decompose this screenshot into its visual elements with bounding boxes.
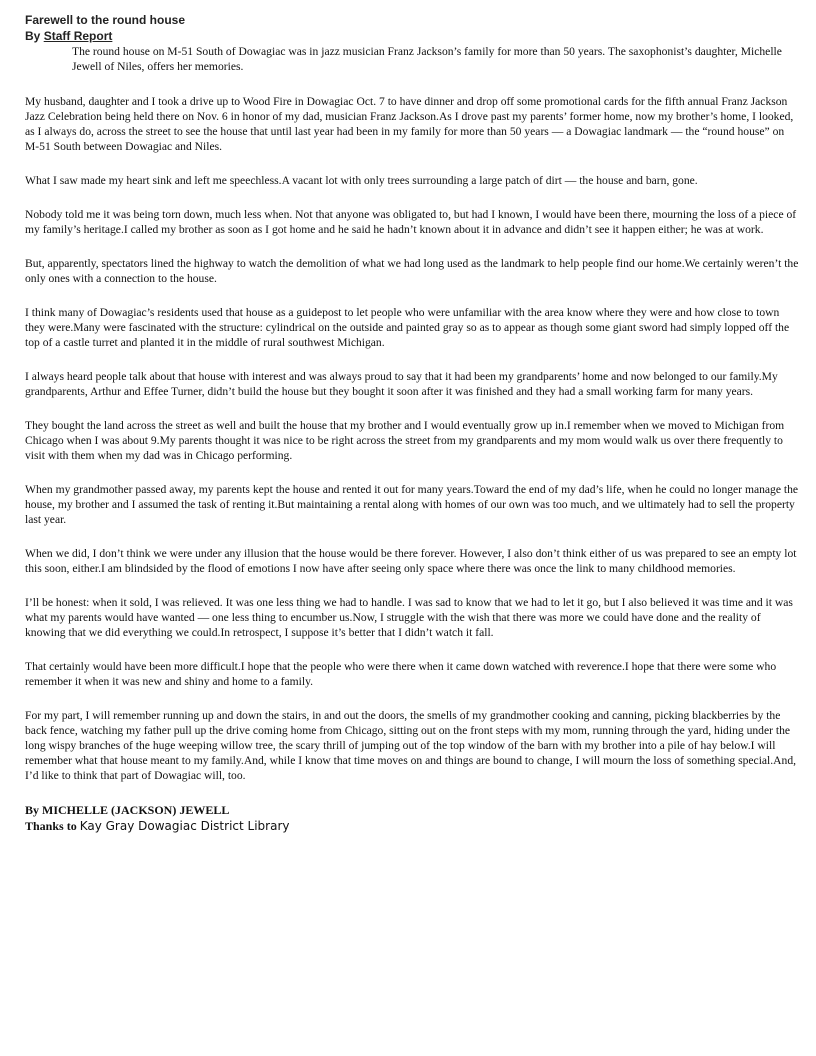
paragraph: My husband, daughter and I took a drive up to Wood Fire in Dowagiac Oct. 7 to have dinner and drop off some promotional cards for the fifth annual Franz Jackson Jazz Celebration being held there on Nov. 6 in honor of my dad, musician Franz Jackson.As I drove past my parents’ former home, now my brother’s home, I looked, as I always do, across the street to see the house that until last year had been in my family for more than 50 years — a Dowagiac landmark — the “round house” on M-51 South between Dowagiac and Niles. — [25, 95, 794, 153]
thanks-text: Kay Gray Dowagiac District Library — [79, 819, 290, 833]
thanks-label: Thanks to — [25, 819, 77, 833]
article-body — [25, 94, 801, 783]
paragraph: They bought the land across the street as well and built the house that my brother and I would eventually grow up in.I remember when we moved to Michigan from Chicago when I was about 9.My parents thought it was nice to be right across the street from my grandparents and my mom would walk us over there frequently to visit with them when my dad was in Chicago performing. — [25, 419, 785, 462]
paragraph: I think many of Dowagiac’s residents used that house as a guidepost to let people who were unfamiliar with the area know where they were and how close to town they were.Many were fascinated with the structure: cylindrical on the outside and painted gray so as to appear as though some giant sword had simply lopped off the top of a castle turret and planted it in the middle of rural southwest Michigan. — [25, 306, 790, 349]
article-lede: The round house on M-51 South of Dowagiac was in jazz musician Franz Jackson’s family for more than 50 years. The saxophonist’s daughter, Michelle Jewell of Niles, offers her memories. — [72, 45, 782, 73]
paragraph: When we did, I don’t think we were under any illusion that the house would be there forever. However, I also don’t think either of us was prepared to see an empty lot this soon, either.I am blindsided by the flood of emotions I now have after seeing only space where there was once the link to many childhood memories. — [25, 547, 797, 575]
byline — [25, 28, 801, 44]
paragraph: I always heard people talk about that house with interest and was always proud to say that it had been my grandparents’ home and now belonged to our family.My grandparents, Arthur and Effee Turner, didn’t build the house but they bought it soon after it was finished and they had a small working farm for many years. — [25, 370, 778, 398]
paragraph: What I saw made my heart sink and left me speechless.A vacant lot with only trees surrounding a large patch of dirt — the house and barn, gone. — [25, 174, 698, 187]
paragraph: When my grandmother passed away, my parents kept the house and rented it out for many years.Toward the end of my dad’s life, when he could no longer manage the house, my brother and I assumed the task of renting it.But maintaining a rental along with homes of our own was too much, and we ultimately had to sell the property last year. — [25, 483, 799, 526]
paragraph: I’ll be honest: when it sold, I was relieved. It was one less thing we had to handle. I was sad to know that we had to let it go, but I also believed it was time and it was what my parents would have wanted — one less thing to encumber us.Now, I struggle with the wish that there was more we could have done and the reality of knowing that we did everything we could.In retrospect, I suppose it’s better that I didn’t watch it fall. — [25, 596, 793, 639]
paragraph: But, apparently, spectators lined the highway to watch the demolition of what we had long used as the landmark to help people find our home.We certainly weren’t the only ones with a connection to the house. — [25, 257, 799, 285]
author-signature: By MICHELLE (JACKSON) JEWELL — [25, 803, 230, 817]
paragraph: Nobody told me it was being torn down, much less when. Not that anyone was obligated to, but had I known, I would have been there, mourning the loss of a piece of my family’s heritage.I called my brother as soon as I got home and he said he hadn’t known about it in advance and didn’t see it happen either; he was at work. — [25, 208, 797, 236]
paragraph: That certainly would have been more difficult.I hope that the people who were there when it came down watched with reverence.I hope that there were some who remember it when it was new and shiny and home to a family. — [25, 660, 777, 688]
thanks-line — [25, 818, 801, 834]
article-title: Farewell to the round house — [25, 13, 186, 27]
article — [25, 12, 801, 834]
byline-label: By — [25, 29, 41, 43]
author-link[interactable]: Staff Report — [43, 29, 113, 43]
paragraph: For my part, I will remember running up and down the stairs, in and out the doors, the smells of my grandmother cooking and canning, picking blackberries by the back fence, watching my father pull up the drive coming home from Chicago, sitting out on the front steps with my mom, running through the yard, hiding under the long wispy branches of the huge weeping willow tree, the scary thrill of jumping out of the top window of the barn with my brother into a pile of hay below.I will remember what that house meant to my family.And, while I know that time moves on and things are bound to change, I will mourn the loss of something special.And, I’d like to think that part of Dowagiac will, too. — [25, 709, 797, 782]
